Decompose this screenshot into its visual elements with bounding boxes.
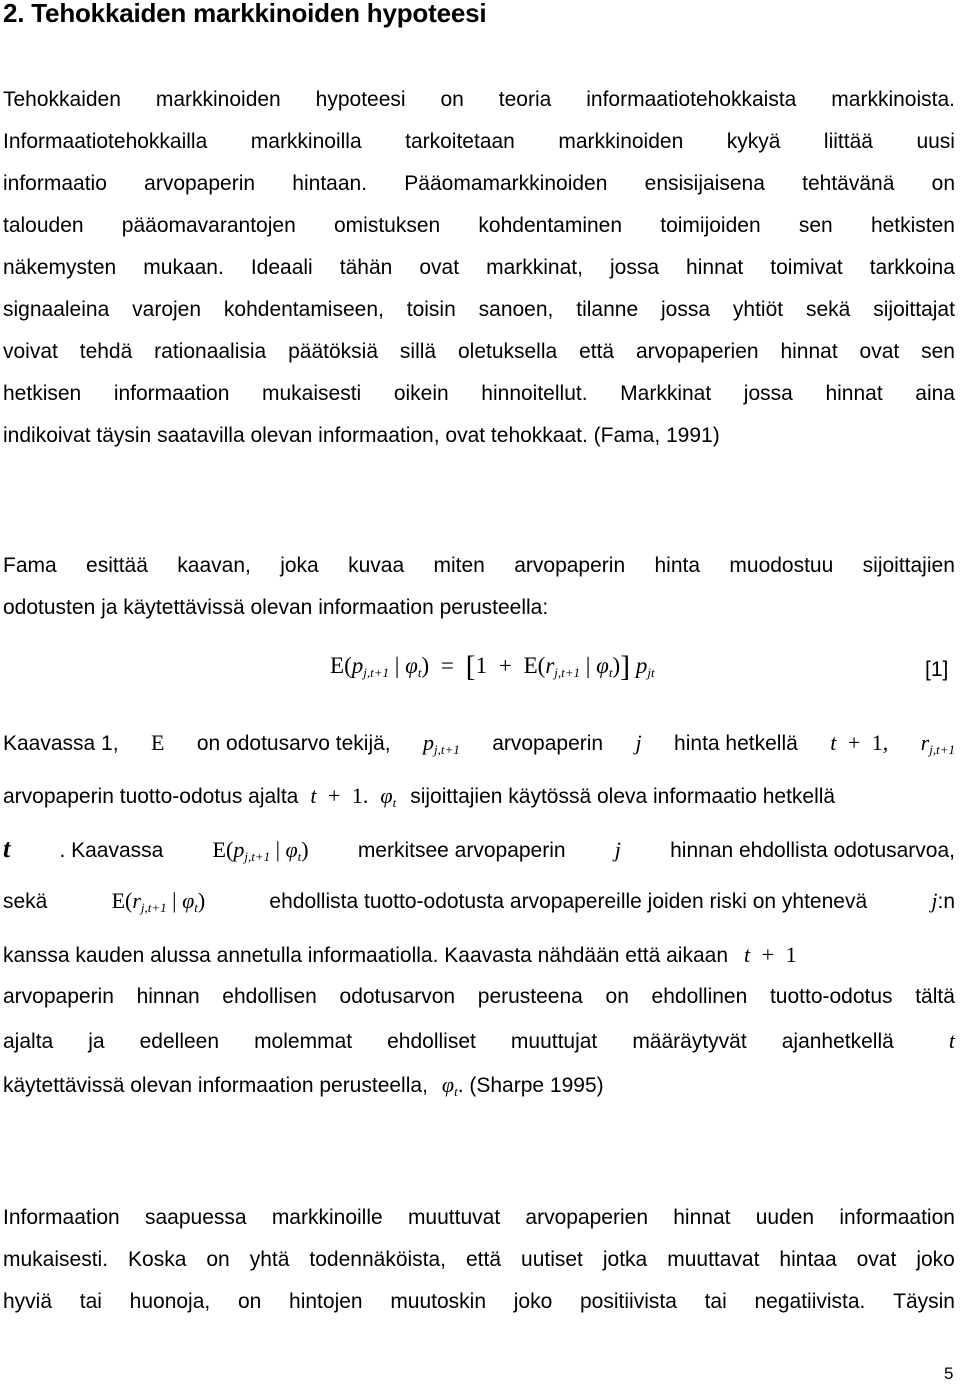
text-line [3, 730, 955, 758]
math-j: j [635, 730, 642, 755]
text-line: Tehokkaiden markkinoiden hypoteesi on teoria informaatiotehokkaista markkinoista. [3, 88, 955, 111]
text-line: Fama esittää kaavan, joka kuvaa miten arvopaperin hinta muodostuu sijoittajien [3, 554, 955, 577]
paragraph-intro [3, 79, 955, 457]
math-phi: $\varphi_t$ [441, 1072, 458, 1099]
line-text: sijoittajien käytössä oleva informaatio hetkellä [410, 785, 836, 808]
math-conditional-price: $E(p_{j,t+1}$ | $\varphi_t$) [212, 837, 309, 864]
text-line [3, 415, 955, 457]
line-text: :n [937, 890, 955, 913]
text-line: ajalta ja edelleen molemmat ehdolliset muuttujat määräytyvät ajanhetkellä t [3, 1028, 955, 1053]
text-line: signaaleina varojen kohdentamiseen, toisin sanoen, tilanne jossa yhtiöt sekä sijoittajat [3, 298, 955, 321]
line-text: kanssa kauden alussa annetulla informaatiolla. Kaavasta nähdään että aikaan [3, 944, 729, 967]
math-E: E [150, 730, 165, 755]
math-t: t [948, 1028, 955, 1053]
line-text: arvopaperin [492, 732, 604, 755]
text-line: Informaation saapuessa markkinoille muuttuvat arvopaperien hinnat uuden informaation [3, 1206, 955, 1229]
math-price: $p_{j,t+1}$ [423, 730, 460, 757]
text-line [3, 783, 955, 811]
math-conditional-return: $E(r_{j,t+1}$ | $\varphi_t$) [111, 888, 206, 915]
text-line [3, 587, 955, 629]
line-text: hinnan ehdollista odotusarvoa, [670, 839, 955, 862]
math-return: $r_{j,t+1}$ [920, 730, 955, 757]
paragraph-information [3, 1197, 955, 1323]
text-line: Informaatiotehokkailla markkinoilla tarkoitetaan markkinoiden kykyä liittää uusi [3, 130, 955, 153]
line-text: merkitsee arvopaperin [357, 839, 566, 862]
formula-1: $E(p_{j,t+1}$ | $\varphi_t) = [1 + E(r_{j,t+1}$ | $\varphi_t$)] $p_{jt}$ [330, 650, 655, 683]
line-text: . (Sharpe 1995) [457, 1074, 604, 1097]
text-line: hyviä tai huonoja, on hintojen muutoskin joko positiivista tai negatiivista. Täysin [3, 1290, 955, 1313]
math-t-plus-1: t + 1 [744, 942, 797, 967]
text-line [3, 1072, 604, 1100]
math-j: j [931, 888, 938, 913]
text-line: arvopaperin hinnan ehdollisen odotusarvon perusteena on ehdollinen tuotto-odotus tältä [3, 985, 955, 1008]
line-text: on odotusarvo tekijä, [196, 732, 391, 755]
line-text: arvopaperin tuotto-odotus ajalta [3, 785, 299, 808]
text-line [3, 834, 955, 865]
section-heading: 2. Tehokkaiden markkinoiden hypoteesi [3, 0, 487, 28]
math-t: t [3, 834, 11, 863]
line-text: odotusten ja käytettävissä olevan informaation perusteella: [3, 596, 549, 619]
line-text: sekä [3, 890, 48, 913]
line-text: käytettävissä olevan informaation perusteella, [3, 1074, 428, 1097]
text-line: voivat tehdä rationaalisia päätöksiä sillä oletuksella että arvopaperien hinnat ovat sen [3, 340, 955, 363]
line-text: hinta hetkellä [674, 732, 798, 755]
paragraph-formula-intro [3, 545, 955, 629]
text-line: informaatio arvopaperin hintaan. Pääomamarkkinoiden ensisijaisena tehtävänä on [3, 172, 955, 195]
text-line: näkemysten mukaan. Ideaali tähän ovat markkinat, jossa hinnat toimivat tarkkoina [3, 256, 955, 279]
text-line: hetkisen informaation mukaisesti oikein hinnoitellut. Markkinat jossa hinnat aina [3, 382, 955, 405]
line-text: . Kaavassa [59, 839, 164, 862]
text-line: talouden pääomavarantojen omistuksen kohdentaminen toimijoiden sen hetkisten [3, 214, 955, 237]
text-line [3, 942, 797, 968]
equation-number: [1] [925, 658, 949, 681]
line-text: Kaavassa 1, [3, 732, 119, 755]
math-t-plus-1: t + 1. [310, 783, 369, 808]
line-text: ehdollista tuotto-odotusta arvopapereille joiden riski on yhtenevä [269, 890, 868, 913]
math-j: j [614, 837, 621, 862]
line-text: indikoivat täysin saatavilla olevan informaation, ovat tehokkaat. (Fama, 1991) [3, 424, 720, 447]
math-t-plus-1: t + 1, [830, 730, 889, 755]
text-line [3, 888, 955, 916]
math-phi: $\varphi_t$ [380, 783, 397, 810]
text-line: mukaisesti. Koska on yhtä todennäköista, että uutiset jotka muuttavat hintaa ovat joko [3, 1248, 955, 1271]
page-number: 5 [944, 1364, 954, 1383]
